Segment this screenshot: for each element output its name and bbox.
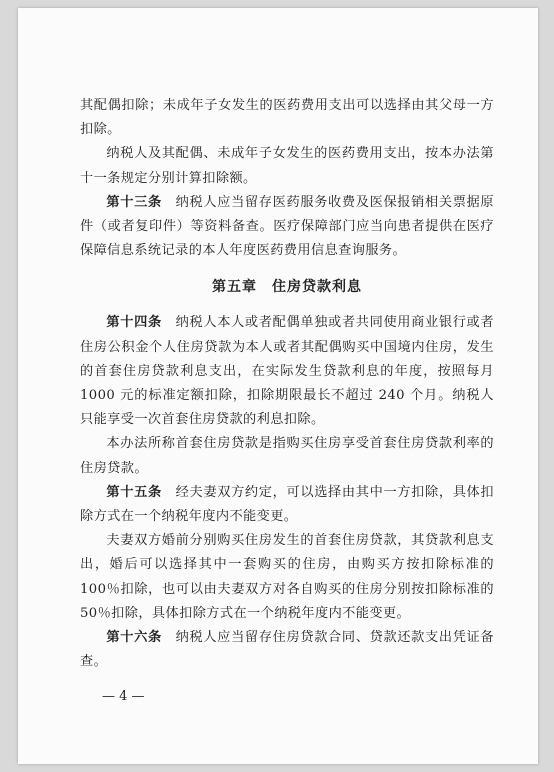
paragraph-text: 纳税人本人或者配偶单独或者共同使用商业银行或者住房公积金个人住房贷款为本人或者其配偶购买中国境内住房，发生的首套住房贷款利息支出，在实际发生贷款利息的年度，按照每月 1000 元的标准定额扣除，扣除期限最长不超过 240 个月。纳税人只能享受一次首套住房贷款的利息扣除。	[80, 315, 495, 428]
paragraph	[80, 191, 494, 264]
chapter-heading: 第五章 住房贷款利息	[212, 279, 362, 296]
paragraphs-after-chapter	[80, 311, 494, 674]
paragraph	[80, 529, 494, 626]
paragraph-text: 纳税人应当留存医药服务收费及医保报销相关票据原件（或者复印件）等资料备查。医疗保障部门应当向患者提供在医疗保障信息系统记录的本人年度医药费用信息查询服务。	[80, 194, 495, 259]
paragraph-text: 纳税人应当留存住房贷款合同、贷款还款支出凭证备查。	[80, 630, 495, 670]
paragraph-text: 本办法所称首套住房贷款是指购买住房享受首套住房贷款利率的住房贷款。	[80, 436, 494, 476]
paragraph	[80, 626, 494, 674]
article-number: 第十五条	[106, 484, 162, 500]
paragraph-text: 夫妻双方婚前分别购买住房发生的首套住房贷款，其贷款利息支出，婚后可以选择其中一套购买的住房，由购买方按扣除标准的 100％扣除，也可以由夫妻双方对各自购买的住房分别按扣除标准的 50％扣除，具体扣除方式在一个纳税年度内不能变更。	[80, 533, 494, 621]
article-number: 第十四条	[106, 315, 162, 331]
document-page	[18, 8, 538, 764]
page-content	[80, 94, 494, 674]
paragraph-text: 经夫妻双方约定，可以选择由其中一方扣除，具体扣除方式在一个纳税年度内不能变更。	[80, 484, 495, 525]
article-number: 第十六条	[106, 630, 162, 646]
paragraph	[80, 311, 494, 432]
paragraphs-before-chapter	[80, 94, 494, 263]
article-number: 第十三条	[106, 194, 162, 210]
paragraph-text: 其配偶扣除；未成年子女发生的医药费用支出可以选择由其父母一方扣除。	[80, 98, 494, 138]
paragraph	[80, 94, 494, 142]
paragraph	[80, 432, 494, 480]
paragraph	[80, 142, 494, 190]
paragraph	[80, 481, 494, 529]
paragraph-text: 纳税人及其配偶、未成年子女发生的医药费用支出，按本办法第十一条规定分别计算扣除额。	[80, 146, 494, 186]
page-number: — 4 —	[102, 689, 145, 704]
